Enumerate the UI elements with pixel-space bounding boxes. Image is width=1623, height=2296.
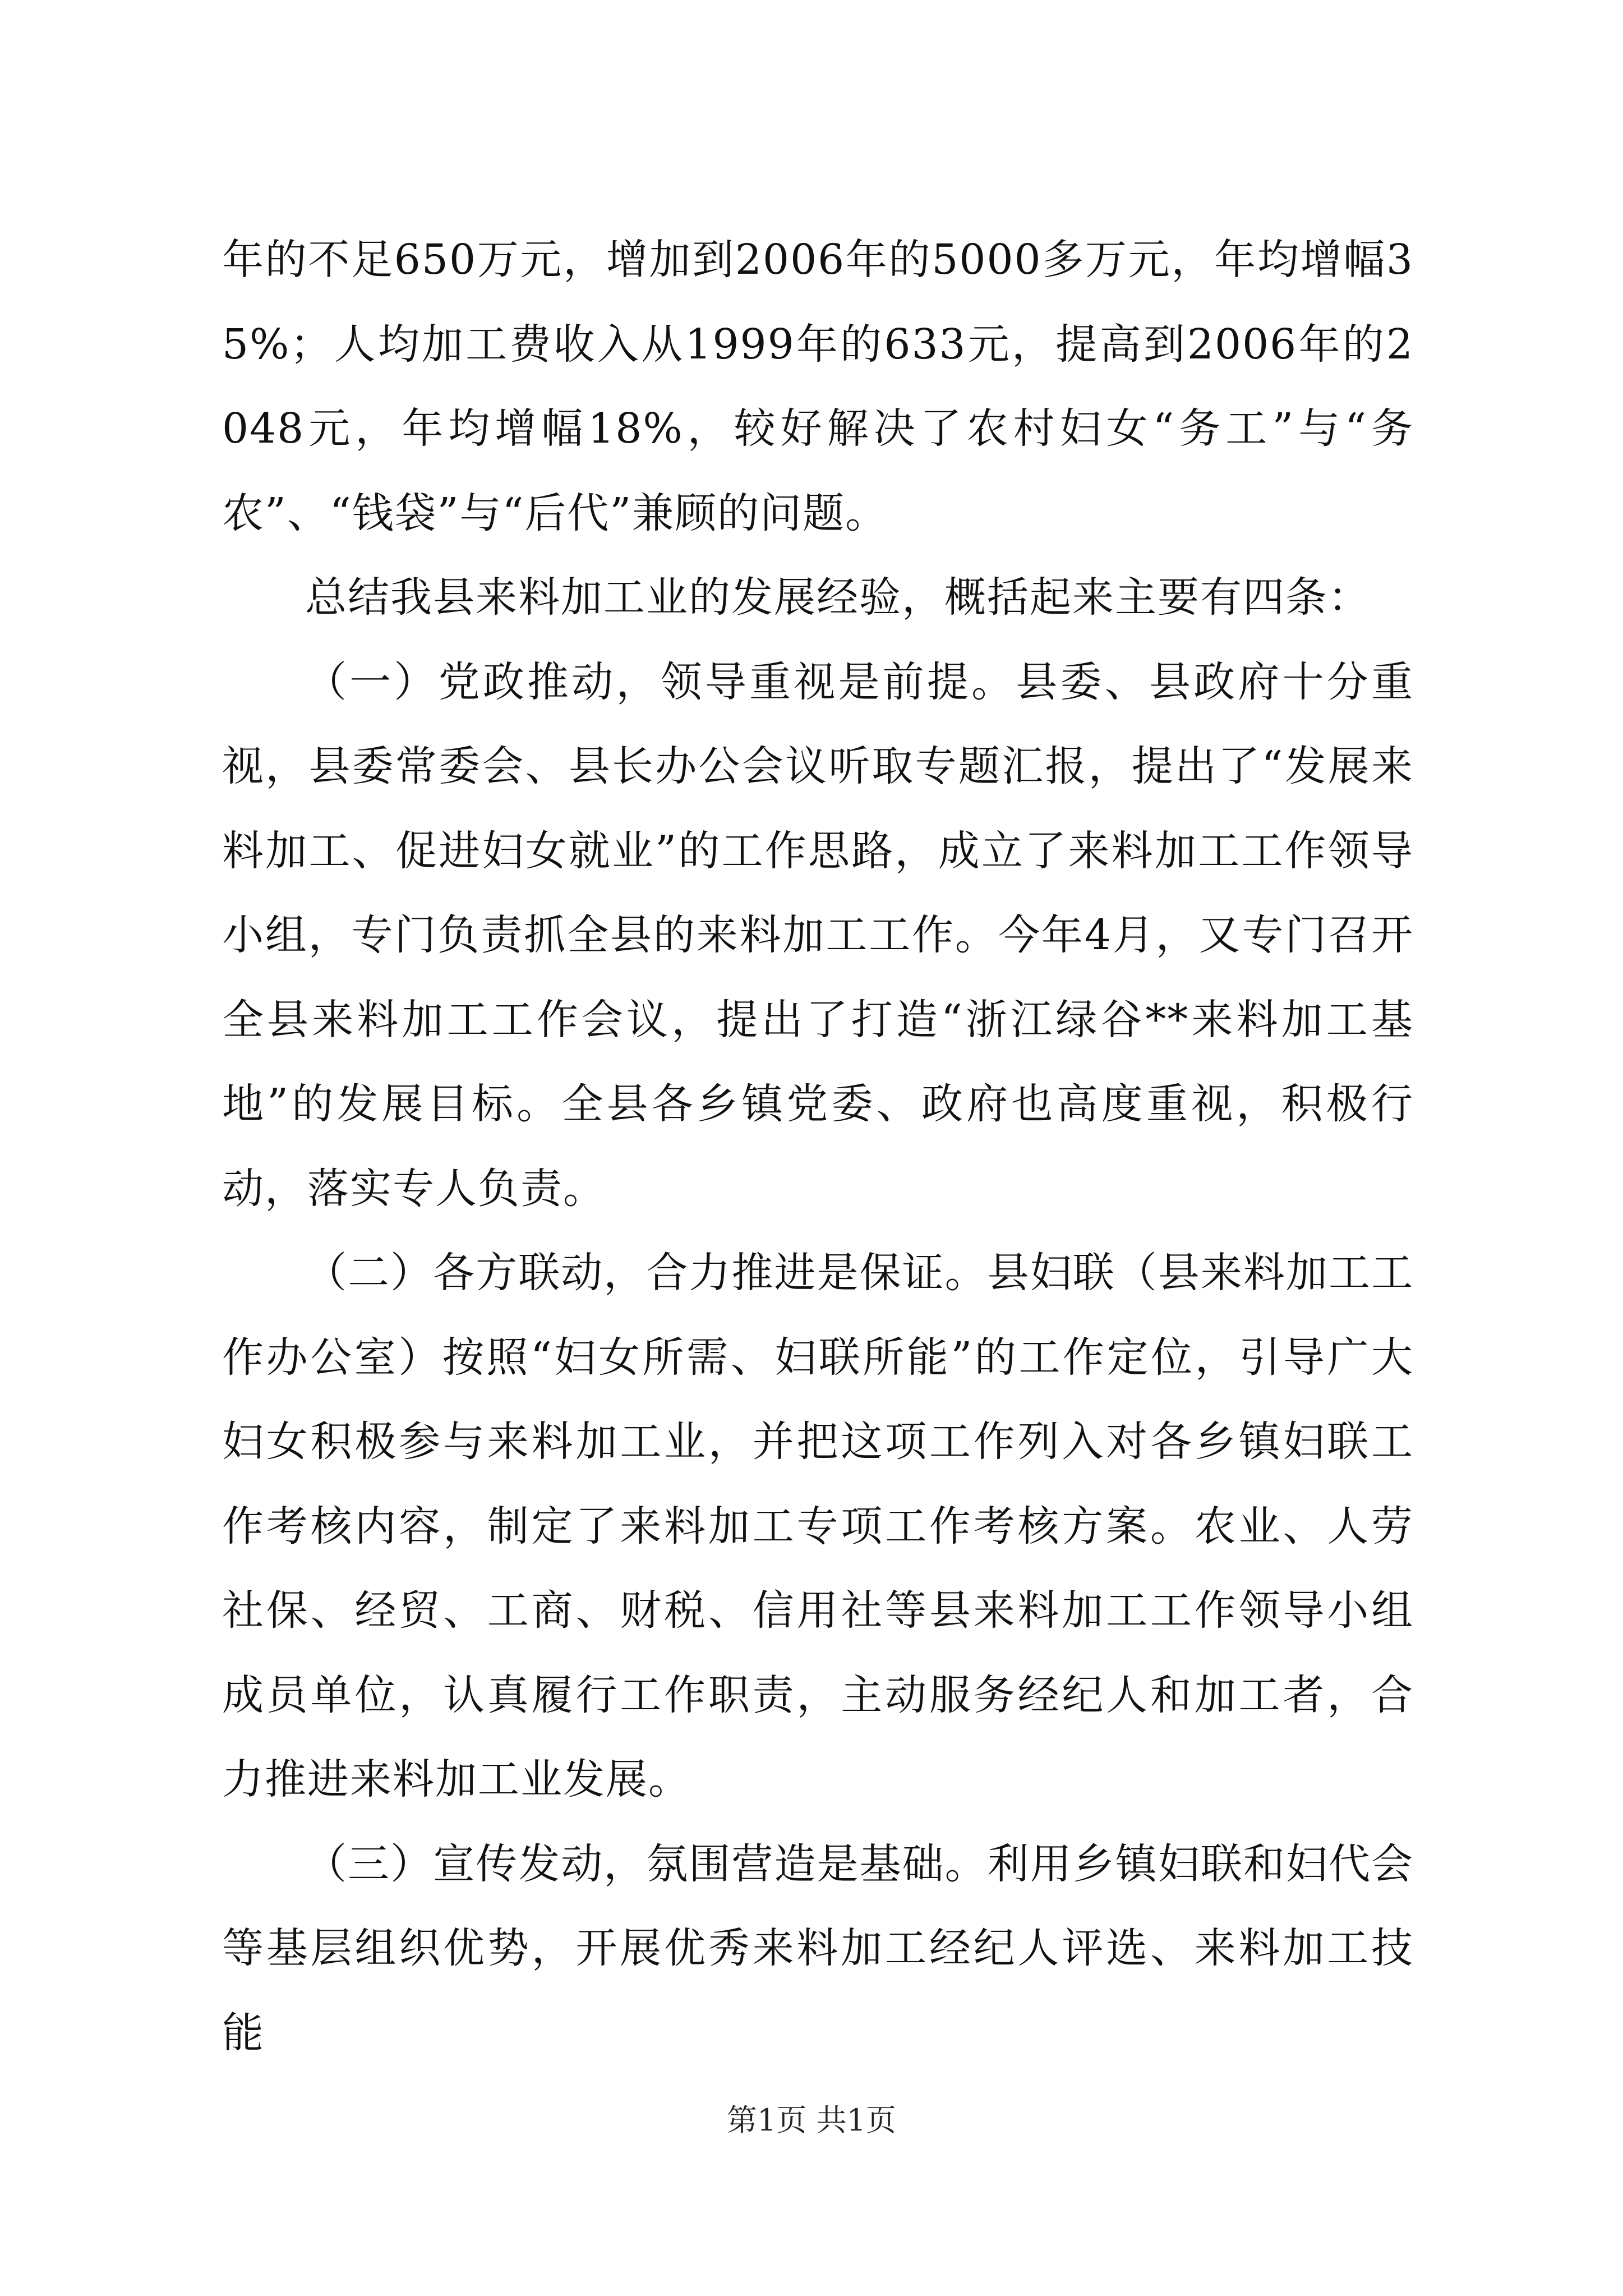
paragraph-4: （二）各方联动，合力推进是保证。县妇联（县来料加工工作办公室）按照“妇女所需、妇联所能”的工作定位，引导广大妇女积极参与来料加工业，并把这项工作列入对各乡镇妇联工作考核内容，制定了来料加工专项工作考核方案。农业、人劳社保、经贸、工商、财税、信用社等县来料加工工作领导小组成员单位，认真履行工作职责，主动服务经纪人和加工者，合力推进来料加工业发展。 xyxy=(222,1249,1414,1803)
paragraph-5: （三）宣传发动，氛围营造是基础。利用乡镇妇联和妇代会等基层组织优势，开展优秀来料加工经纪人评选、来料加工技能 xyxy=(222,1839,1414,2057)
paragraph-1: 年的不足650万元，增加到2006年的5000多万元，年均增幅35%；人均加工费收入从1999年的633元，提高到2006年的2048元，年均增幅18%，较好解决了农村妇女“务工”与“务农”、“钱袋”与“后代”兼顾的问题。 xyxy=(222,236,1414,537)
document-body xyxy=(222,218,1414,2075)
paragraph-2: 总结我县来料加工业的发展经验，概括起来主要有四条： xyxy=(305,573,1371,622)
page-footer: 第1页 共1页 xyxy=(727,2102,896,2138)
paragraph-3: （一）党政推动，领导重视是前提。县委、县政府十分重视，县委常委会、县长办公会议听取专题汇报，提出了“发展来料加工、促进妇女就业”的工作思路，成立了来料加工工作领导小组，专门负责抓全县的来料加工工作。今年4月，又专门召开全县来料加工工作会议，提出了打造“浙江绿谷**来料加工基地”的发展目标。全县各乡镇党委、政府也高度重视，积极行动，落实专人负责。 xyxy=(222,657,1414,1213)
